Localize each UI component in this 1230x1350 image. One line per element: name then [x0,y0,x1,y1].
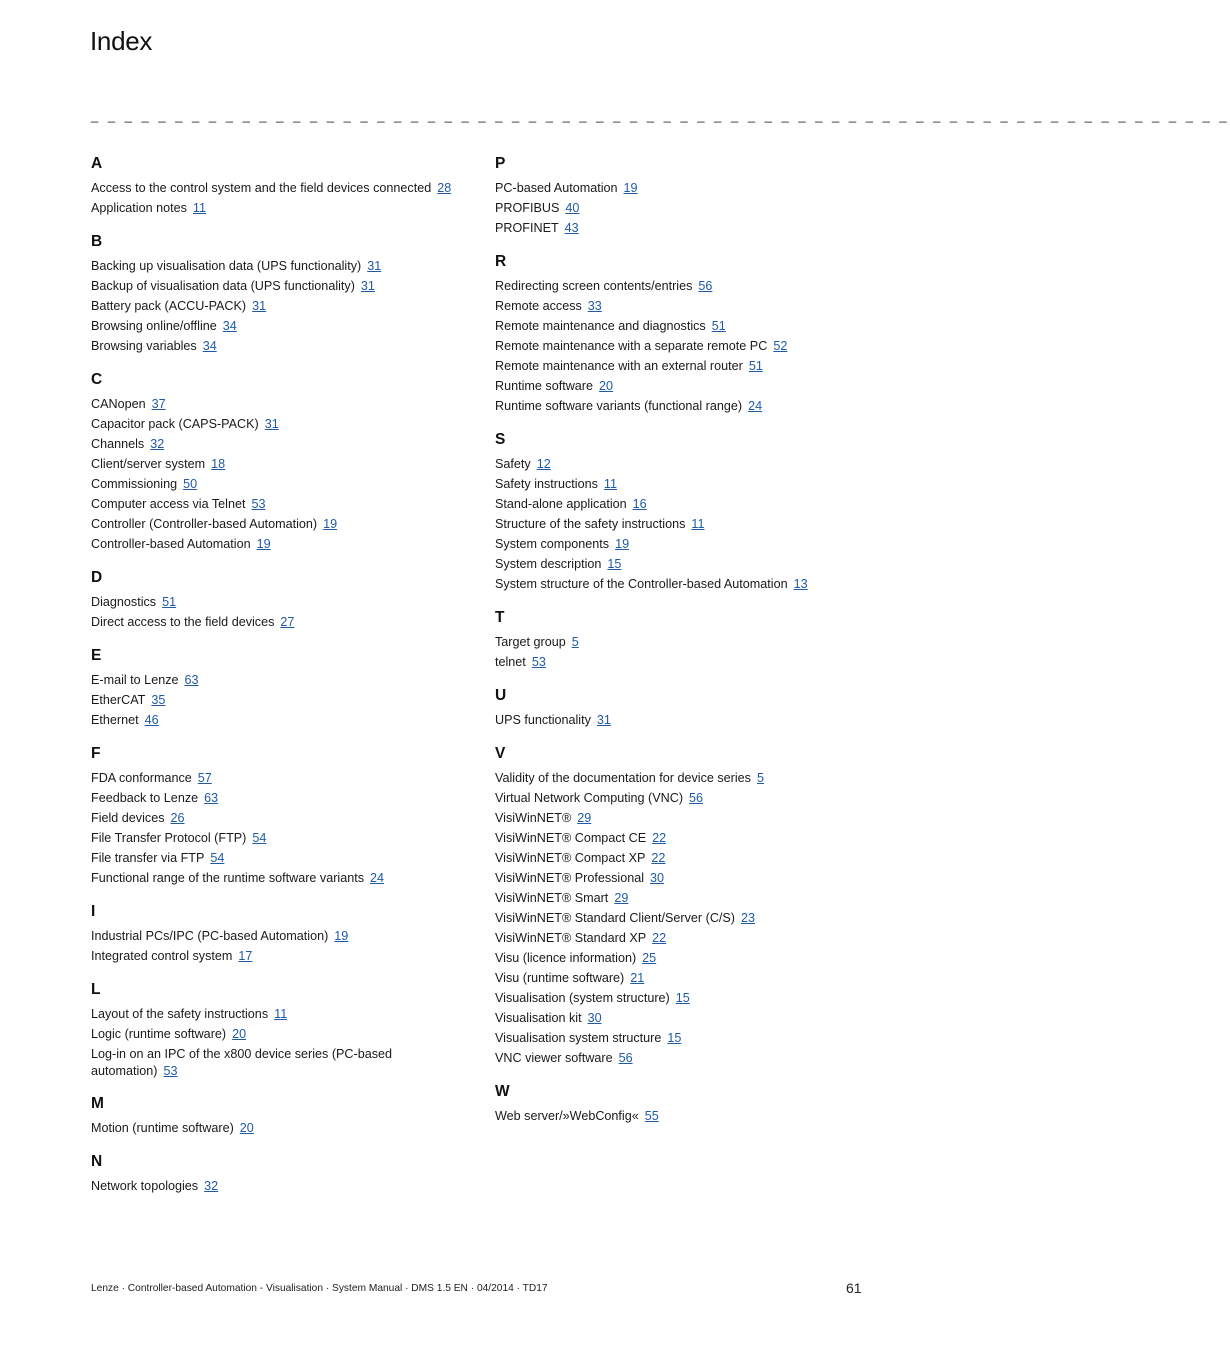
index-letter-heading: F [91,745,101,762]
index-entry-text: Remote maintenance with an external router [495,359,743,373]
index-entry-text: Access to the control system and the field devices connected [91,181,432,195]
index-entry [495,514,875,534]
index-entry [495,316,875,336]
page-reference-link[interactable]: 31 [252,299,267,313]
page-number: 61 [846,1280,862,1296]
index-entry-text: VNC viewer software [495,1051,613,1065]
index-entry [495,376,875,396]
page-reference-link[interactable]: 28 [437,181,452,195]
index-entry [91,670,481,690]
page-reference-link[interactable]: 57 [197,771,212,785]
index-entry-text: FDA conformance [91,771,192,785]
index-letter-heading: L [91,981,101,998]
index-entry [91,514,481,534]
index-group-n [91,1152,481,1196]
page-reference-link[interactable]: 5 [756,771,764,785]
index-entry-text: Diagnostics [91,595,157,609]
index-entry [495,534,875,554]
index-letter-heading: C [91,371,103,388]
page-reference-link[interactable]: 16 [632,497,647,511]
index-column-left [91,154,481,1210]
index-group-m [91,1094,481,1138]
index-entry-text: Browsing variables [91,339,197,353]
index-entry-text: Feedback to Lenze [91,791,199,805]
index-entry-text: Virtual Network Computing (VNC) [495,791,684,805]
page-reference-link[interactable]: 52 [773,339,788,353]
index-letter-heading: T [495,609,505,626]
index-entry-text: Structure of the safety instructions [495,517,686,531]
index-entry-text: UPS functionality [495,713,591,727]
index-entry [495,218,875,238]
page-reference-link[interactable]: 31 [596,713,611,727]
index-entry-text: PC-based Automation [495,181,618,195]
page-reference-link[interactable]: 31 [367,259,382,273]
page-reference-link[interactable]: 30 [587,1011,602,1025]
index-entry-text: PROFIBUS [495,201,560,215]
index-group-l [91,980,481,1080]
page-reference-link[interactable]: 53 [251,497,266,511]
index-entry-text: VisiWinNET® Compact CE [495,831,647,845]
page-reference-link[interactable]: 11 [691,517,705,531]
index-entry-text: Remote access [495,299,582,313]
page-reference-link[interactable]: 43 [564,221,579,235]
index-entry [495,848,875,868]
index-entry [495,1008,875,1028]
index-entry [91,690,481,710]
index-entry [91,592,481,612]
index-entry-text: Backup of visualisation data (UPS functionality) [91,279,355,293]
index-group-f [91,744,481,888]
page-reference-link[interactable]: 22 [652,931,667,945]
page-reference-link[interactable]: 56 [618,1051,633,1065]
index-entry-text: Visualisation system structure [495,1031,662,1045]
page-reference-link[interactable]: 11 [603,477,617,491]
page-reference-link[interactable]: 34 [202,339,217,353]
index-entry [91,868,481,888]
page-reference-link[interactable]: 22 [652,831,667,845]
index-entry [495,356,875,376]
index-entry [91,1046,481,1080]
index-letter-heading: V [495,745,506,762]
index-group-w [495,1082,875,1126]
index-entry [495,1028,875,1048]
page-reference-link[interactable]: 29 [614,891,629,905]
index-entry-text: Validity of the documentation for device series [495,771,751,785]
index-entry-text: Safety [495,457,531,471]
index-entry-text: Visu (licence information) [495,951,637,965]
index-entry [91,848,481,868]
index-entry [91,276,481,296]
index-entry [91,1024,481,1044]
index-entry-text: Capacitor pack (CAPS-PACK) [91,417,259,431]
index-entry-text: Safety instructions [495,477,598,491]
index-entry [495,828,875,848]
index-entry [91,434,481,454]
index-letter-heading: N [91,1153,103,1170]
index-letter-heading: U [495,687,507,704]
index-group-v [495,744,875,1068]
page-reference-link[interactable]: 11 [192,201,206,215]
index-letter-heading: W [495,1083,510,1100]
page-reference-link[interactable]: 15 [675,991,690,1005]
index-entry-text: VisiWinNET® Standard XP [495,931,647,945]
page-title: Index [90,26,153,56]
index-group-r [495,252,875,416]
page-reference-link[interactable]: 20 [599,379,614,393]
index-entry [91,394,481,414]
page-reference-link[interactable]: 32 [150,437,165,451]
page-reference-link[interactable]: 33 [587,299,602,313]
index-entry [91,178,481,198]
index-entry [91,198,481,218]
index-entry-text: Web server/»WebConfig« [495,1109,639,1123]
index-entry-text: Visualisation (system structure) [495,991,670,1005]
index-entry-text: Battery pack (ACCU-PACK) [91,299,247,313]
index-entry-text: VisiWinNET® Compact XP [495,851,646,865]
page-reference-link[interactable]: 54 [210,851,225,865]
index-entry-text: Client/server system [91,457,206,471]
index-entry-text: System structure of the Controller-based Automation [495,577,788,591]
index-group-a [91,154,481,218]
index-entry [495,1106,875,1126]
index-entry [495,768,875,788]
index-entry-text: Ethernet [91,713,139,727]
page-reference-link[interactable]: 23 [741,911,756,925]
index-letter-heading: S [495,431,506,448]
page-reference-link[interactable]: 22 [651,851,666,865]
index-entry [495,988,875,1008]
page-reference-link[interactable]: 51 [711,319,726,333]
page-reference-link[interactable]: 19 [256,537,271,551]
index-entry-text: VisiWinNET® Smart [495,891,609,905]
page-reference-link[interactable]: 54 [252,831,267,845]
index-entry-text: Controller-based Automation [91,537,251,551]
index-entry [495,396,875,416]
page-reference-link[interactable]: 18 [211,457,226,471]
index-entry-text: telnet [495,655,526,669]
index-entry-text: Visu (runtime software) [495,971,625,985]
page-reference-link[interactable]: 29 [577,811,592,825]
page-reference-link[interactable]: 17 [238,949,253,963]
page-reference-link[interactable]: 53 [531,655,546,669]
page-reference-link[interactable]: 13 [793,577,808,591]
index-entry-text: VisiWinNET® Standard Client/Server (C/S) [495,911,736,925]
page-reference-link[interactable]: 19 [323,517,338,531]
index-letter-heading: I [91,903,96,920]
index-entry [91,788,481,808]
page-reference-link[interactable]: 11 [274,1007,288,1021]
index-entry [495,296,875,316]
index-group-i [91,902,481,966]
index-entry-text: Runtime software [495,379,593,393]
index-entry [495,948,875,968]
page-reference-link[interactable]: 26 [170,811,185,825]
index-entry [91,768,481,788]
page-reference-link[interactable]: 56 [698,279,713,293]
index-entry [495,632,875,652]
page-reference-link[interactable]: 19 [615,537,630,551]
page-reference-link[interactable]: 50 [183,477,198,491]
page-reference-link[interactable]: 12 [536,457,551,471]
index-entry-text: System components [495,537,610,551]
page-reference-link[interactable]: 51 [162,595,177,609]
index-entry-text: System description [495,557,602,571]
index-entry-text: Field devices [91,811,165,825]
index-entry-text: Layout of the safety instructions [91,1007,269,1021]
index-entry [495,276,875,296]
index-entry [495,710,875,730]
index-entry-text: Motion (runtime software) [91,1121,234,1135]
index-entry [91,710,481,730]
index-entry [91,946,481,966]
page-reference-link[interactable]: 31 [360,279,375,293]
page-reference-link[interactable]: 63 [184,673,199,687]
index-entry [91,1176,481,1196]
page-reference-link[interactable]: 19 [334,929,349,943]
index-entry-text: Remote maintenance and diagnostics [495,319,706,333]
index-entry-text: Target group [495,635,566,649]
index-entry [495,868,875,888]
index-entry-text: Channels [91,437,145,451]
index-entry-text: Application notes [91,201,187,215]
index-letter-heading: E [91,647,102,664]
footer-text: Lenze · Controller-based Automation - Visualisation · System Manual · DMS 1.5 EN · 04/2014 · TD17 [91,1283,548,1294]
index-entry-text: File transfer via FTP [91,851,205,865]
index-group-b [91,232,481,356]
page-reference-link[interactable]: 37 [151,397,166,411]
index-group-s [495,430,875,594]
index-entry-text: EtherCAT [91,693,146,707]
index-letter-heading: A [91,155,103,172]
page-reference-link[interactable]: 19 [623,181,638,195]
index-entry-text: E-mail to Lenze [91,673,179,687]
index-entry [495,198,875,218]
index-entry-text: VisiWinNET® Professional [495,871,645,885]
index-entry [91,808,481,828]
index-letter-heading: B [91,233,103,250]
index-entry [495,808,875,828]
index-entry-text: Remote maintenance with a separate remote PC [495,339,768,353]
page-reference-link[interactable]: 53 [163,1064,178,1078]
index-group-t [495,608,875,672]
index-entry [495,888,875,908]
page-reference-link[interactable]: 55 [644,1109,659,1123]
index-entry [495,928,875,948]
index-entry-text: Industrial PCs/IPC (PC-based Automation) [91,929,329,943]
index-entry-text: Runtime software variants (functional range) [495,399,743,413]
index-entry [495,454,875,474]
index-entry-text: Redirecting screen contents/entries [495,279,693,293]
index-entry [495,788,875,808]
index-entry-text: Visualisation kit [495,1011,582,1025]
page-reference-link[interactable]: 56 [689,791,704,805]
page-reference-link[interactable]: 40 [565,201,580,215]
index-entry [91,474,481,494]
index-entry-text: Direct access to the field devices [91,615,275,629]
index-entry [495,494,875,514]
page-reference-link[interactable]: 51 [748,359,763,373]
index-entry [495,178,875,198]
index-entry [91,336,481,356]
index-entry [91,926,481,946]
page-reference-link[interactable]: 46 [144,713,159,727]
index-column-right [495,154,875,1140]
index-entry [495,554,875,574]
index-entry [91,256,481,276]
page-reference-link[interactable]: 27 [280,615,295,629]
index-letter-heading: D [91,569,103,586]
index-entry [495,968,875,988]
page-reference-link[interactable]: 5 [571,635,579,649]
page-reference-link[interactable]: 20 [239,1121,254,1135]
index-entry-text: Controller (Controller-based Automation) [91,517,318,531]
index-entry-text: Backing up visualisation data (UPS functionality) [91,259,362,273]
page-reference-link[interactable]: 63 [204,791,219,805]
index-entry-text: VisiWinNET® [495,811,572,825]
page-reference-link[interactable]: 35 [151,693,166,707]
index-entry-text: PROFINET [495,221,559,235]
index-group-p [495,154,875,238]
index-entry [495,336,875,356]
index-group-c [91,370,481,554]
page-reference-link[interactable]: 34 [222,319,237,333]
page-reference-link[interactable]: 24 [370,871,385,885]
index-entry [91,316,481,336]
dashed-divider: _ _ _ _ _ _ _ _ _ _ _ _ _ _ _ _ _ _ _ _ _ _ _ _ _ _ _ _ _ _ _ _ _ _ _ _ _ _ _ _ _ _ _ _ _ _ _ _ _ _ _ _ _ _ _ _ _ _ _ _ _ _ _ _ _ _ _ _ [91,108,1230,123]
index-entry-text: Stand-alone application [495,497,627,511]
page-reference-link[interactable]: 32 [204,1179,219,1193]
index-entry-text: File Transfer Protocol (FTP) [91,831,247,845]
index-entry-text: Network topologies [91,1179,199,1193]
page-reference-link[interactable]: 31 [264,417,279,431]
index-entry [91,612,481,632]
index-group-d [91,568,481,632]
index-entry-text: Computer access via Telnet [91,497,246,511]
index-entry [91,1004,481,1024]
page-reference-link[interactable]: 30 [650,871,665,885]
index-entry-text: Functional range of the runtime software variants [91,871,365,885]
index-letter-heading: P [495,155,506,172]
index-entry [91,494,481,514]
index-letter-heading: M [91,1095,104,1112]
index-entry [91,296,481,316]
index-entry [495,908,875,928]
index-entry-text: Commissioning [91,477,178,491]
index-entry [91,414,481,434]
page-reference-link[interactable]: 15 [667,1031,682,1045]
index-group-u [495,686,875,730]
page-reference-link[interactable]: 24 [748,399,763,413]
page-reference-link[interactable]: 15 [607,557,622,571]
index-entry [495,652,875,672]
index-entry [91,454,481,474]
index-entry [495,574,875,594]
page-reference-link[interactable]: 20 [232,1027,247,1041]
index-entry-text: Integrated control system [91,949,233,963]
index-entry [495,1048,875,1068]
index-entry [91,828,481,848]
index-entry-text: CANopen [91,397,146,411]
index-entry [495,474,875,494]
index-letter-heading: R [495,253,507,270]
index-entry [91,1118,481,1138]
index-entry-text: Logic (runtime software) [91,1027,227,1041]
page-reference-link[interactable]: 25 [642,951,657,965]
index-group-e [91,646,481,730]
index-entry-text: Browsing online/offline [91,319,217,333]
index-entry-text: Log-in on an IPC of the x800 device series (PC-based automation) [91,1047,393,1078]
index-entry [91,534,481,554]
page-reference-link[interactable]: 21 [630,971,645,985]
